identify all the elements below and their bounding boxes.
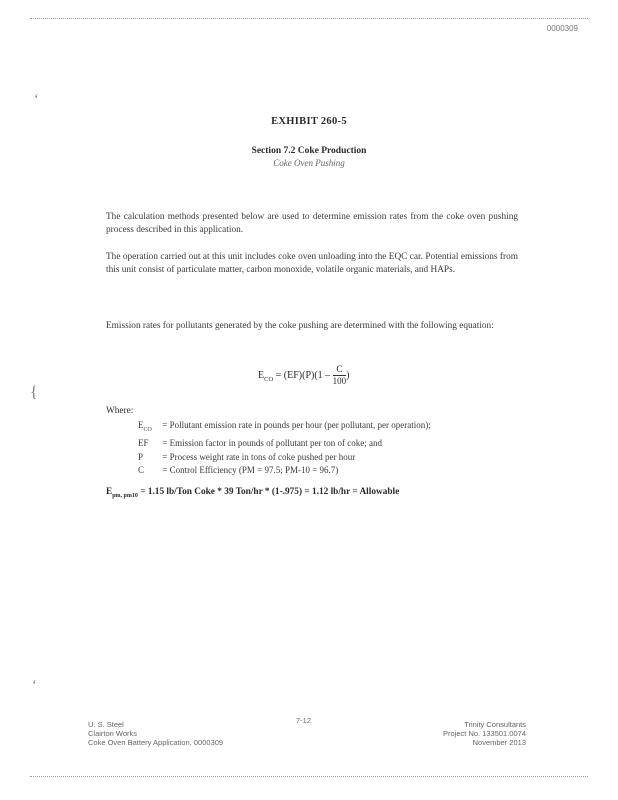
definition-row	[138, 419, 431, 437]
document-id: 0000309	[546, 24, 578, 33]
exhibit-title: EXHIBIT 260-5	[271, 116, 347, 127]
top-dotted-rule	[30, 18, 588, 19]
fraction-denominator: 100	[332, 376, 347, 386]
paragraph-equation-intro: Emission rates for pollutants generated by the coke pushing are determined with the following equation:	[106, 321, 494, 331]
section-heading: Section 7.2 Coke Production	[251, 146, 367, 156]
definition-row	[138, 451, 431, 465]
footer-right	[443, 720, 526, 747]
margin-mark-1: ‘	[34, 92, 39, 107]
definition-symbol: P	[138, 451, 144, 462]
definition-text: = Control Efficiency (PM = 97.5; PM-10 = 96.7)	[162, 465, 339, 476]
definition-subscript: CO	[143, 426, 152, 433]
definition-symbol: EF	[138, 438, 149, 449]
footer-date: November 2013	[472, 738, 526, 747]
equation-lhs-subscript: CO	[264, 375, 274, 383]
definition-list	[138, 419, 431, 478]
footer-facility: Clairton Works	[88, 729, 138, 738]
equation-fraction	[332, 364, 350, 387]
equation-rhs: = (EF)(P)(1 –	[275, 369, 331, 381]
paragraph-operation: The operation carried out at this unit includes coke oven unloading into the EQC car. Potential emissions from this unit consist of particulate matter, carbon monoxide, volatile organic materials, and HAPs.	[106, 252, 518, 275]
footer-left	[88, 720, 223, 747]
footer-consultant: Trinity Consultants	[464, 720, 526, 729]
where-label: Where:	[106, 406, 134, 416]
footer-project: Project No. 133501.0074	[443, 729, 526, 738]
equation-lhs: E	[258, 369, 265, 381]
definition-row	[138, 464, 431, 478]
margin-mark-3: ‘	[32, 678, 37, 693]
definition-symbol: E	[138, 420, 144, 430]
fraction-numerator: C	[333, 364, 347, 376]
definition-row	[138, 437, 431, 451]
margin-mark-2: {	[30, 384, 38, 401]
bottom-dotted-rule	[30, 776, 588, 777]
emission-equation	[258, 364, 350, 387]
definition-symbol: C	[138, 465, 145, 476]
result-calculation	[106, 487, 399, 499]
result-lhs: E	[106, 487, 113, 497]
subsection-heading: Coke Oven Pushing	[273, 158, 345, 168]
paragraph-intro: The calculation methods presented below are used to determine emission rates from the coke oven pushing process described in this application.	[106, 212, 518, 235]
footer-application: Coke Oven Battery Application, 0000309	[88, 738, 224, 747]
definition-text: = Emission factor in pounds of pollutant per ton of coke; and	[162, 438, 383, 449]
result-subscript: pm, pm10	[112, 492, 138, 499]
definition-text: = Process weight rate in tons of coke pushed per hour	[162, 451, 356, 462]
footer-company: U. S. Steel	[88, 720, 124, 729]
page-number: 7-12	[296, 716, 312, 725]
equation-close: )	[346, 369, 350, 381]
result-text: = 1.15 lb/Ton Coke * 39 Ton/hr * (1-.975) = 1.12 lb/hr = Allowable	[140, 487, 400, 497]
definition-text: = Pollutant emission rate in pounds per hour (per pollutant, per operation);	[162, 420, 431, 430]
